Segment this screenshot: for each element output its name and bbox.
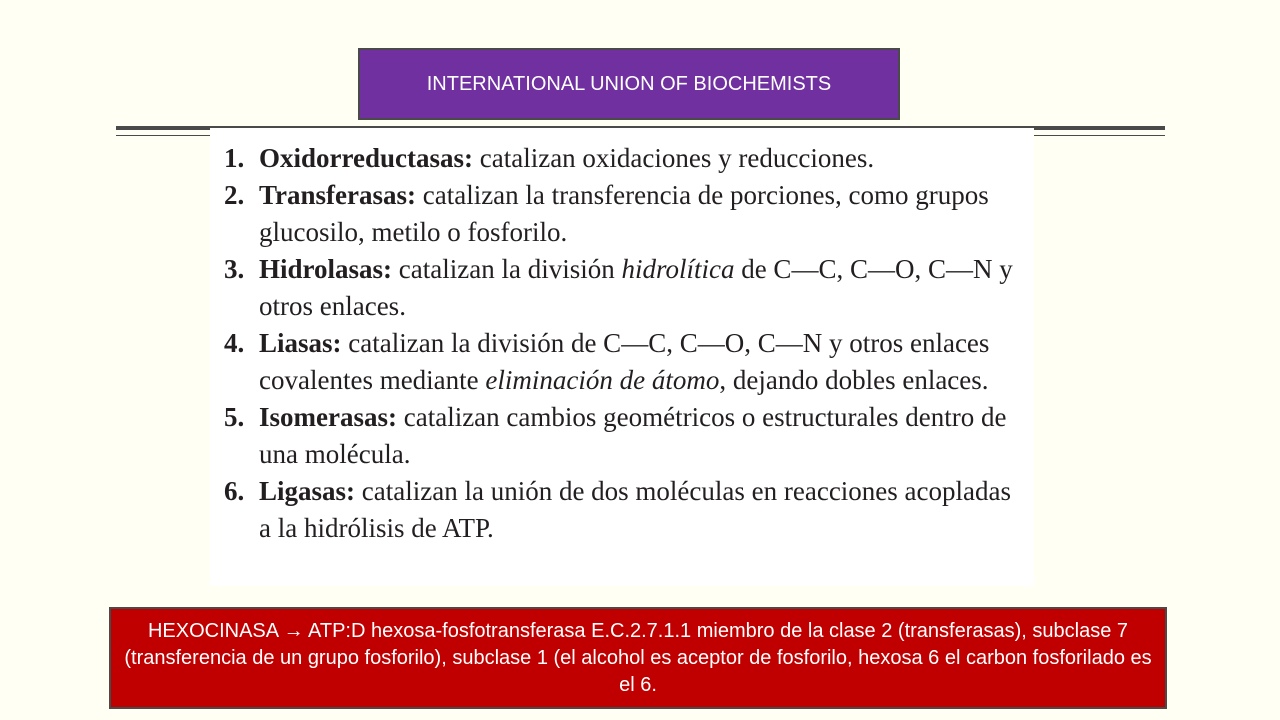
class-description: catalizan la división de C—C, C—O, C—N y otros enlaces covalentes mediante	[259, 328, 990, 395]
class-description: catalizan la unión de dos moléculas en reacciones acopladas a la hidrólisis de ATP.	[259, 476, 1011, 543]
example-text: HEXOCINASA → ATP:D hexosa-fosfotransferasa E.C.2.7.1.1 miembro de la clase 2 (transferasas), subclase 7 (transferencia de un grupo fosforilo), subclase 1 (el alcohol es aceptor de fosforilo, hexosa 6 el carbon fosforilado es el 6.	[124, 619, 1152, 696]
class-description: catalizan cambios geométricos o estructurales dentro de una molécula.	[259, 402, 1007, 469]
list-number: 2.	[224, 180, 245, 210]
class-name: Hidrolasas:	[259, 254, 393, 284]
slide-title: INTERNATIONAL UNION OF BIOCHEMISTS	[426, 72, 832, 95]
title-box	[358, 48, 900, 120]
class-emphasis: hidrolítica	[621, 254, 735, 284]
class-emphasis: eliminación de átomo	[485, 365, 720, 395]
list-number: 5.	[224, 402, 245, 432]
list-item-hidrolasas	[224, 251, 1024, 325]
class-description-end: , dejando dobles enlaces.	[719, 365, 989, 395]
list-number: 3.	[224, 254, 245, 284]
class-description-end: de C—C, C—O, C—N y otros enlaces.	[259, 254, 1013, 321]
list-item-oxidorreductasas	[224, 140, 1024, 177]
list-number: 1.	[224, 143, 245, 173]
list-item-ligasas	[224, 473, 1024, 547]
list-item-liasas	[224, 325, 1024, 399]
class-description: catalizan la división	[392, 254, 622, 284]
class-name: Oxidorreductasas:	[259, 143, 473, 173]
list-item-transferasas	[224, 177, 1024, 251]
class-name: Ligasas:	[259, 476, 356, 506]
class-name: Isomerasas:	[259, 402, 397, 432]
list-number: 4.	[224, 328, 245, 358]
list-number: 6.	[224, 476, 245, 506]
class-name: Liasas:	[259, 328, 342, 358]
class-description: catalizan la transferencia de porciones, como grupos glucosilo, metilo o fosforilo.	[259, 180, 989, 247]
enzyme-class-list	[224, 140, 1024, 547]
enzyme-classes-panel	[210, 128, 1034, 586]
class-name: Transferasas:	[259, 180, 416, 210]
example-box	[109, 607, 1167, 709]
class-description: catalizan oxidaciones y reducciones.	[473, 143, 875, 173]
list-item-isomerasas	[224, 399, 1024, 473]
